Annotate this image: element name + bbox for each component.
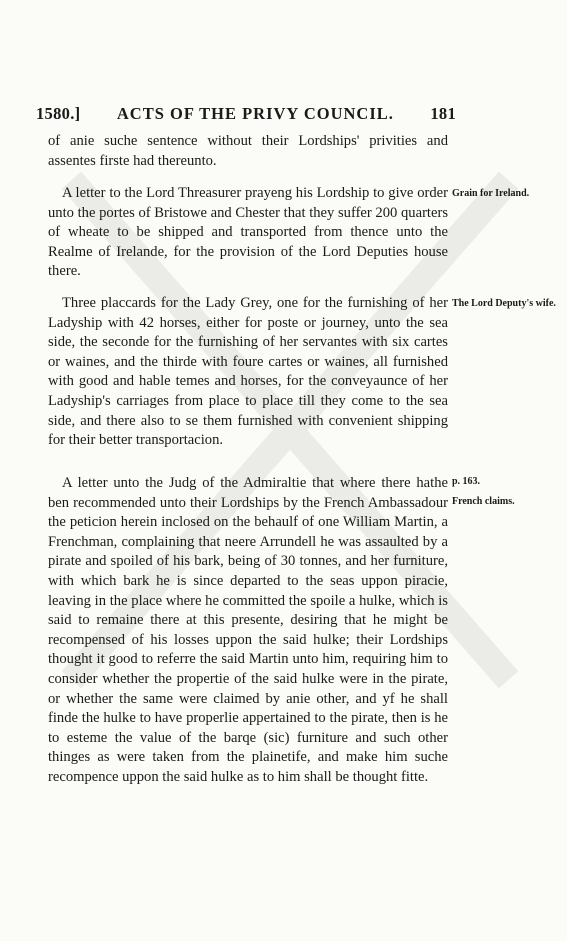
margin-note-lord-deputy-wife: The Lord Deputy's wife. — [452, 298, 556, 309]
header-title: ACTS OF THE PRIVY COUNCIL. — [116, 104, 394, 123]
paragraph-continuation — [48, 132, 448, 171]
paragraph-placcards — [48, 294, 448, 451]
running-header — [36, 104, 456, 124]
paragraph-text: A letter unto the Judg of the Admiraltie that where there hathe ben recommended unto their Lordships by the French Ambassadour the peticion herein inclosed on the behaulf of one William Martin, a Frenchman, complaining that neere Arrundell he was assaulted by a pirate and spoiled of his bark, being of 30 tonnes, and her furniture, with which bark he is since departed to the seas uppon piracie, leaving in the place where he committed the spoile a hulke, which is said to remaine there at this presente, desiring that he might be recompensed of his losses uppon the said hulke; their Lordships thought it good to referre the said Martin unto him, requiring him to consider whether the propertie of the said hulke were in the pirate, or whether the same were claimed by anie other, and yf he shall finde the hulke to have properlie appertained to the pirate, then is he to esteme the value of the barqe (sic) furniture and such other thinges as were taken from the plainetife, and make him suche recompence uppon the said hulke as to him shall be thought fitte. — [48, 475, 448, 785]
margin-note-grain: Grain for Ireland. — [452, 188, 530, 199]
paragraph-grain-letter — [48, 184, 448, 282]
margin-note-french-claims: French claims. — [452, 496, 515, 507]
header-year: 1580.] — [36, 104, 81, 123]
page-number: 181 — [430, 104, 456, 123]
paragraph-admiraltie-letter — [48, 474, 448, 788]
margin-note-page-ref: p. 163. — [452, 476, 481, 487]
paragraph-text: Three placcards for the Lady Grey, one for the furnishing of her Ladyship with 42 horses, either for poste or journey, unto the sea side, the seconde for the furnishing of her servantes with six cartes or waines, and the thirde with foure cartes or waines, all furnished with good and hable temes and horses, for the conveyaunce of her Ladyship's carriages from place to place till they come to the sea side, and there also to se them furnished with convenient shipping for their better transportacion. — [48, 295, 448, 449]
paragraph-text: of anie suche sentence without their Lordships' privities and assentes firste had thereunto. — [48, 133, 448, 169]
paragraph-text: A letter to the Lord Threasurer prayeng his Lordship to give order unto the portes of Bristowe and Chester that they suffer 200 quarters of wheate to be shipped and transported from thence unto the Realme of Irelande, for the provision of the Lord Deputies house there. — [48, 185, 448, 280]
